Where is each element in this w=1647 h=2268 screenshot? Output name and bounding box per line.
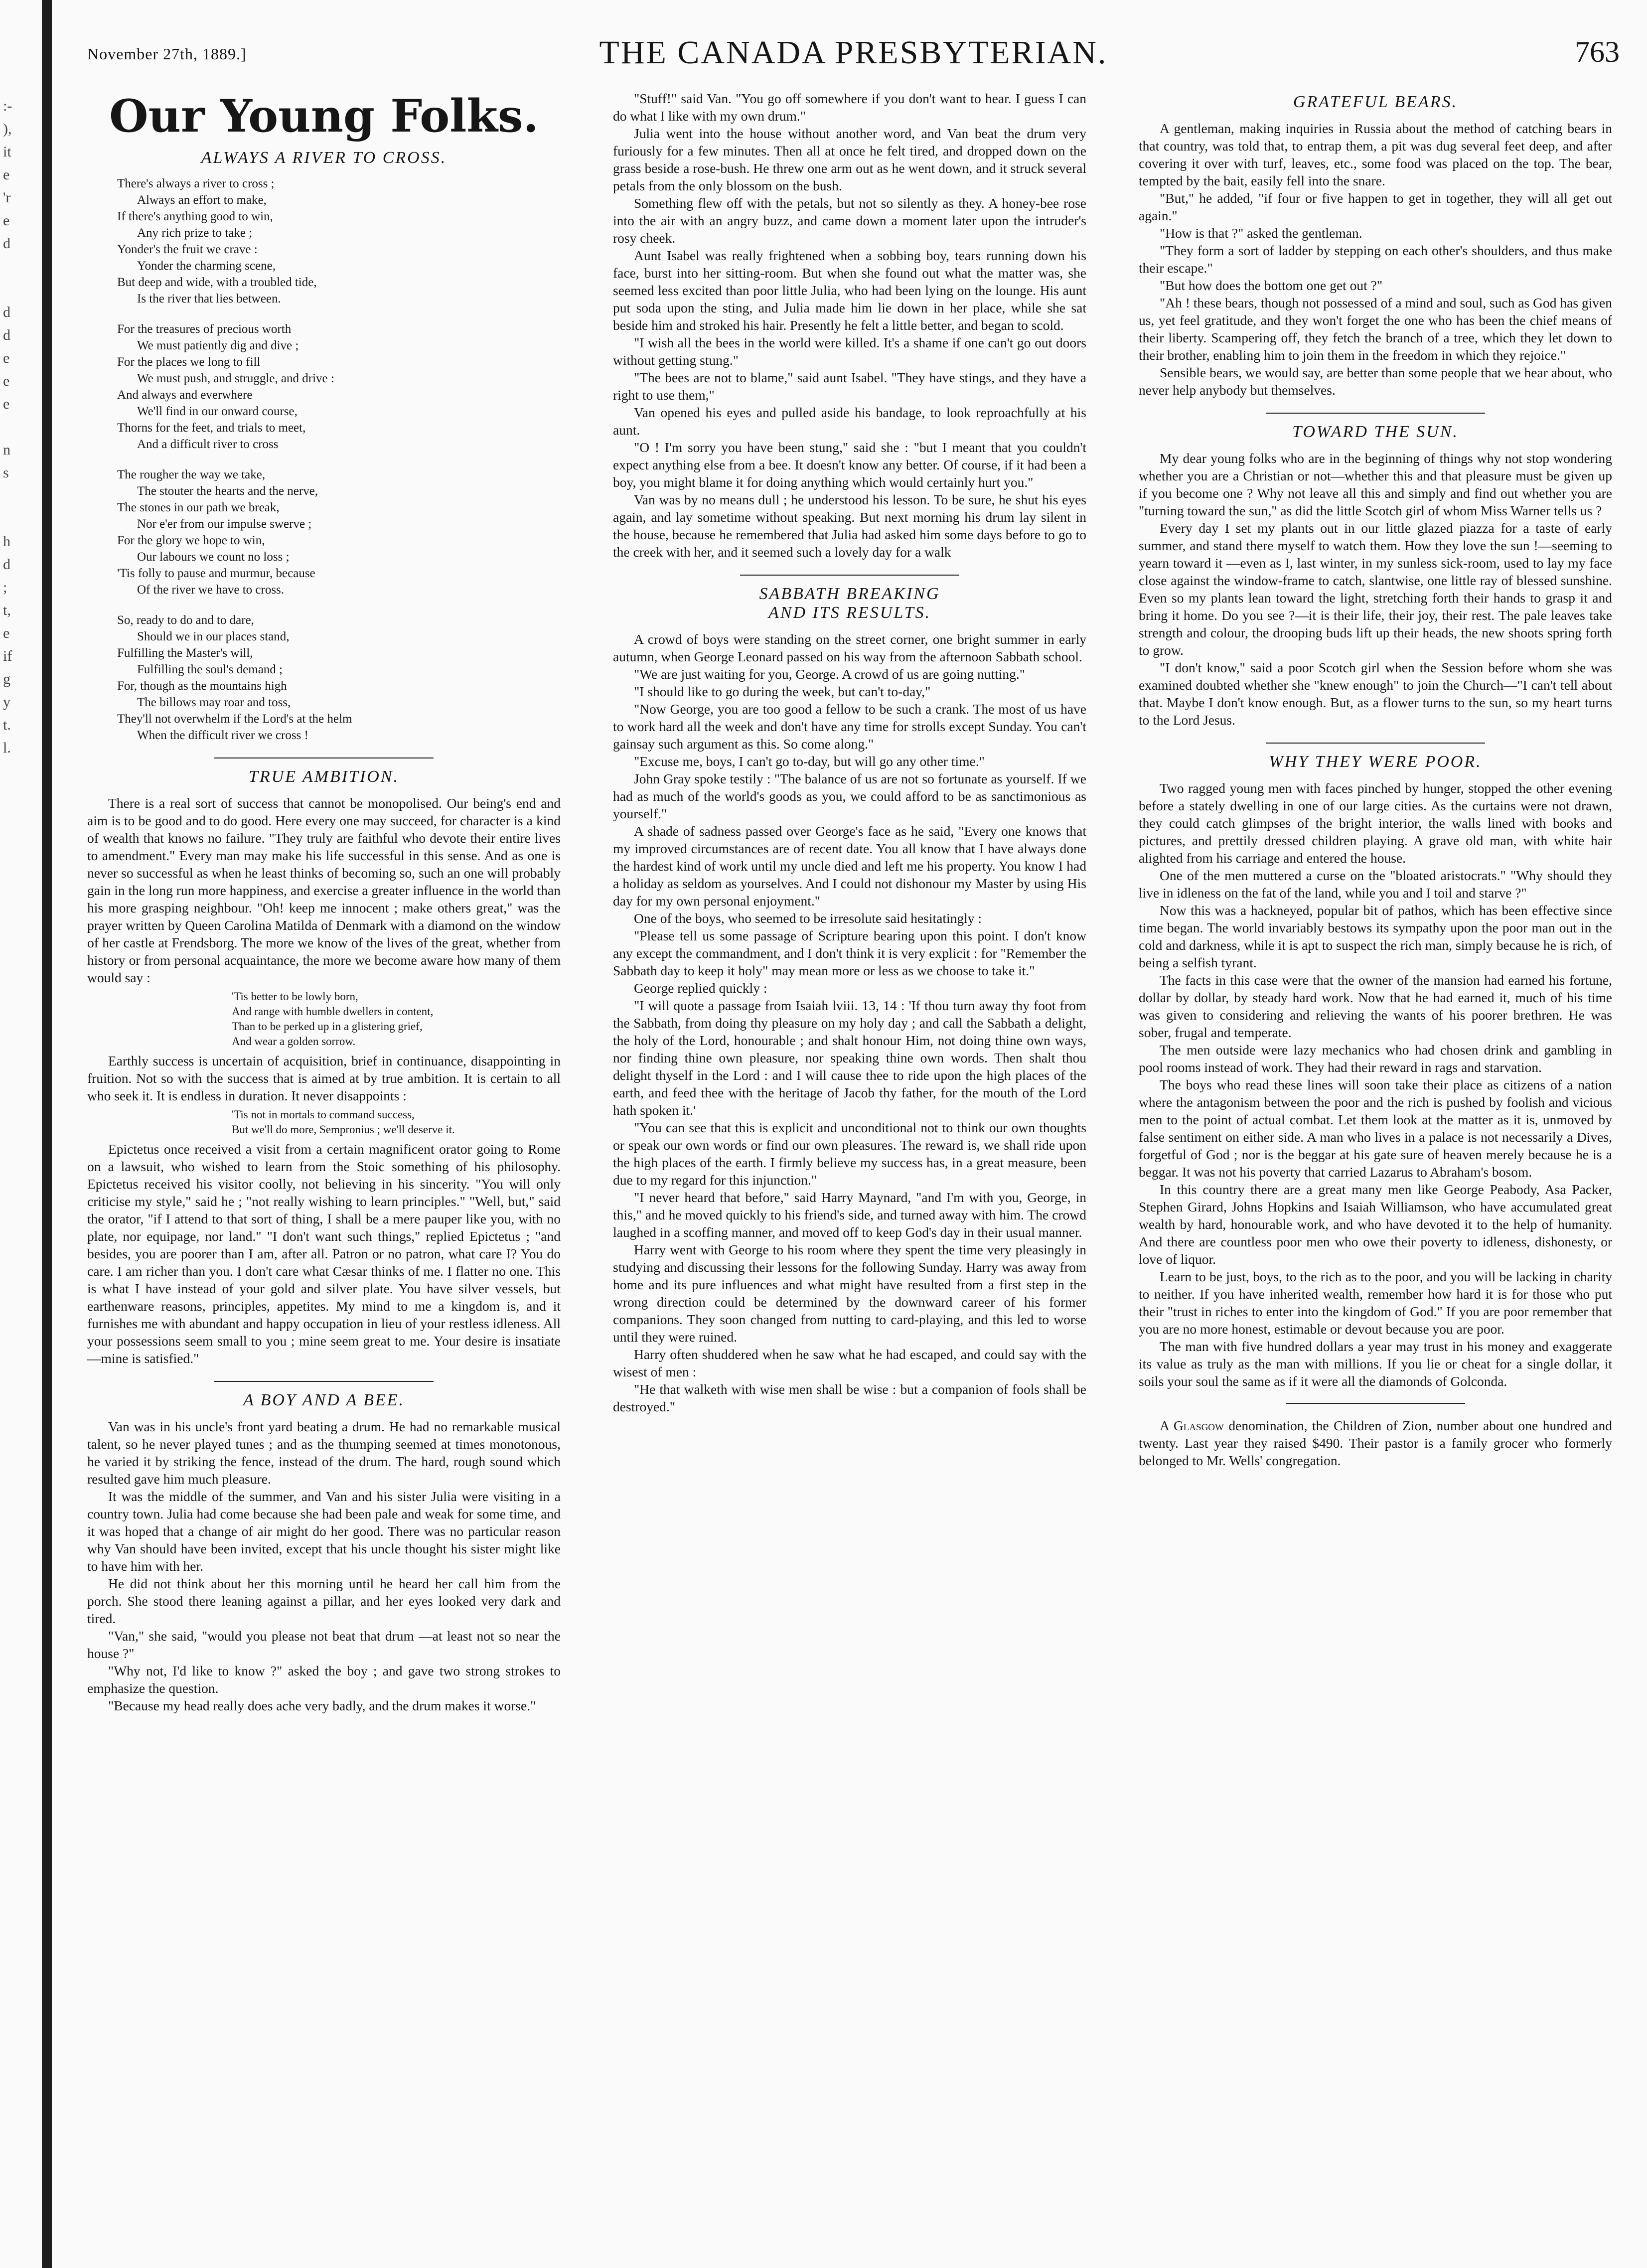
paragraph: George replied quickly : — [634, 980, 767, 996]
article-toward-the-sun — [1139, 413, 1612, 729]
poem-stanza — [117, 175, 561, 307]
article-title: ALWAYS A RIVER TO CROSS. — [201, 149, 447, 167]
header-title: THE CANADA PRESBYTERIAN. — [599, 34, 1108, 71]
poem-line: Yonder the charming scene, — [137, 259, 276, 273]
poem-line: The stouter the hearts and the nerve, — [137, 484, 318, 498]
verse-quote — [232, 1107, 561, 1137]
poem-line: When the difficult river we cross ! — [137, 729, 308, 742]
paragraph: "Excuse me, boys, I can't go to-day, but will go any other time." — [634, 754, 985, 769]
poem-stanza — [117, 612, 561, 744]
header-date: November 27th, 1889.] — [87, 45, 247, 63]
quote-line: But we'll do more, Sempronius ; we'll deserve it. — [232, 1123, 455, 1136]
paragraph: One of the men muttered a curse on the "bloated aristocrats." "Why should they live in idleness on the fat of the land, while you and I toil and starve ?" — [1139, 868, 1612, 901]
poem-line: For the glory we hope to win, — [117, 534, 265, 547]
article-title: TRUE AMBITION. — [214, 757, 434, 786]
column-1 — [87, 90, 561, 2253]
paragraph: Now this was a hackneyed, popular bit of pathos, which has been effective since time began. The world invariably bestows its sympathy upon the poor man out in the cold and darkness, while it is apt to suspect the rich man, simply because he is rich, of being a selfish tyrant. — [1139, 903, 1612, 970]
paragraph: "But how does the bottom one get out ?" — [1160, 278, 1383, 293]
paragraph: John Gray spoke testily : "The balance of us are not so fortunate as yourself. If we had as much of the world's goods as you, we could afford to be as sanctimonious as yourself." — [613, 771, 1086, 821]
poem-line: Should we in our places stand, — [137, 630, 290, 643]
poem-line: We must patiently dig and dive ; — [137, 339, 299, 352]
news-item-glasgow — [1139, 1417, 1612, 1469]
paragraph: "They form a sort of ladder by stepping on each other's shoulders, and thus make their escape." — [1139, 243, 1612, 276]
paragraph: "I wish all the bees in the world were killed. It's a shame if one can't go out doors without getting stung." — [613, 335, 1086, 368]
paragraph: "Please tell us some passage of Scripture bearing upon this point. I don't know any except the commandment, and I don't think it is very explicit : for "Remember the Sabbath day to keep it holy" may mean more or less as we choose to take it." — [613, 928, 1086, 978]
article-title: WHY THEY WERE POOR. — [1266, 743, 1485, 771]
poem-line: For the places we long to fill — [117, 355, 261, 369]
paragraph: "I never heard that before," said Harry Maynard, "and I'm with you, George, in this," and he moved quickly to his friend's side, and turned away with him. The crowd laughed in a scoffing manner, and moved off to keep God's day in their usual manner. — [613, 1190, 1086, 1240]
paragraph: "You can see that this is explicit and unconditional not to think our own thoughts or speak our own words or find our own pleasures. The reward is, we shall ride upon the high places of the earth. I firmly believe my success has, in a great measure, been due to my regard for this injunction." — [613, 1120, 1086, 1188]
poem-line: If there's anything good to win, — [117, 210, 273, 223]
verse-quote — [232, 989, 561, 1049]
article-title: GRATEFUL BEARS. — [1293, 93, 1458, 111]
paragraph: "I will quote a passage from Isaiah lviii. 13, 14 : 'If thou turn away thy foot from the Sabbath, from doing thy pleasure on my holy day ; and call the Sabbath a delight, the holy of the Lord, honourable ; and shalt honour Him, not doing thine own ways, nor finding thine own pleasure, nor speaking thine own words. Then shalt thou delight thyself in the Lord : and I will cause thee to ride upon the high places of the earth, and feed thee with the heritage of Jacob thy father, for the mouth of the Lord hath spoken it.' — [613, 998, 1086, 1118]
quote-line: And wear a golden sorrow. — [232, 1035, 356, 1048]
poem-line: Always an effort to make, — [137, 193, 267, 207]
paragraph: "The bees are not to blame," said aunt Isabel. "They have stings, and they have a right to use them," — [613, 370, 1086, 403]
paragraph: "O ! I'm sorry you have been stung," said she : "but I meant that you couldn't expect anything else from a bee. It doesn't know any better. Of course, if it had been a boy, you might blame it for doing anything which would certainly hurt you." — [613, 440, 1086, 490]
poem-line: Our labours we count no loss ; — [137, 550, 290, 564]
poem-line: The stones in our path we break, — [117, 501, 280, 514]
paragraph: A shade of sadness passed over George's face as he said, "Every one knows that my improved circumstances are of recent date. You all know that I have always done the hardest kind of work until my uncle died and left me his property. You know I had a holiday as seldom as yourselves. And I could not dishonour my Master by using His day for my own personal enjoyment." — [613, 823, 1086, 908]
poem-line: They'll not overwhelm if the Lord's at the helm — [117, 712, 352, 726]
poem-line: We must push, and struggle, and drive : — [137, 372, 334, 385]
article-boy-and-bee-continued — [613, 90, 1086, 561]
paragraph: The man with five hundred dollars a year may trust in his money and exaggerate its value as truly as the man with millions. If you lie or cheat for a single dollar, it soils your soul the same as if it were all the diamonds of Golconda. — [1139, 1339, 1612, 1389]
poem-line: Nor e'er from our impulse swerve ; — [137, 517, 312, 531]
quote-line: 'Tis not in mortals to command success, — [232, 1108, 415, 1121]
paragraph: Epictetus once received a visit from a certain magnificent orator going to Rome on a lawsuit, who wished to learn from the Stoic something of his philosophy. Epictetus received his visitor coolly, not believing in his sincerity. "You will only criticise my style," said he ; "not really wishing to learn principles." "Well, but," said the orator, "if I attend to that sort of thing, I shall be a mere pauper like you, with no plate, nor equipage, nor land." "I don't want such things," replied Epictetus ; "and besides, you are poorer than I am, after all. Patron or no patron, what care I? You do care. I am richer than you. I don't care what Cæsar thinks of me. I flatter no one. This is what I have instead of your gold and silver plate. You have silver vessels, but earthenware reasons, principles, appetites. My mind to me a kingdom is, and it furnishes me with abundant and happy occupation in lieu of your restless idleness. All your possessions seem small to you ; mine seem great to me. Your desire is insatiate—mine is satisfied." — [87, 1141, 561, 1366]
article-boy-and-bee — [87, 1381, 561, 1714]
article-title: A BOY AND A BEE. — [214, 1381, 434, 1410]
poem-line: 'Tis folly to pause and murmur, because — [117, 567, 315, 580]
paragraph: A gentleman, making inquiries in Russia about the method of catching bears in that country, was told that, to entrap them, a pit was dug several feet deep, and after covering it over with turf, leaves, etc., some food was placed on the top. The bear, tempted by the bait, easily fell into the snare. — [1139, 121, 1612, 188]
quote-line: And range with humble dwellers in content, — [232, 1005, 434, 1018]
paragraph: The men outside were lazy mechanics who had chosen drink and gambling in pool rooms instead of work. They had their reward in rags and starvation. — [1139, 1042, 1612, 1075]
poem-line: Fulfilling the soul's demand ; — [137, 663, 283, 676]
paragraph: "Now George, you are too good a fellow to be such a crank. The most of us have to work hard all the week and don't have any time for strolls except Sunday. You can't gainsay such argument as this. So come along." — [613, 701, 1086, 752]
divider — [1286, 1403, 1465, 1404]
paragraph: "We are just waiting for you, George. A crowd of us are going nutting." — [634, 666, 1025, 682]
paragraph: "How is that ?" asked the gentleman. — [1160, 225, 1362, 241]
poem-line: And always and everwhere — [117, 388, 253, 402]
paragraph: Sensible bears, we would say, are better than some people that we hear about, who never help anybody but themselves. — [1139, 365, 1612, 398]
paragraph: It was the middle of the summer, and Van and his sister Julia were visiting in a country town. Julia had come because she had been pale and weak for some time, and it was hoped that a change of air might do her good. There was no particular reason why Van should have been invited, except that his uncle thought his sister might like to have him with her. — [87, 1489, 561, 1574]
paragraph: One of the boys, who seemed to be irresolute said hesitatingly : — [634, 910, 982, 926]
paragraph: Earthly success is uncertain of acquisition, brief in continuance, disappointing in fruition. Not so with the success that is aimed at by true ambition. It is certain to all who seek it. It is endless in duration. It never disappoints : — [87, 1053, 561, 1103]
paragraph: Julia went into the house without another word, and Van beat the drum very furiously for a few minutes. Then all at once he felt tired, and dropped down on the grass beside a rose-bush. He threw one arm out as he went down, and it struck several petals from the only blossom on the bush. — [613, 126, 1086, 193]
article-river — [87, 149, 561, 744]
column-2 — [613, 90, 1086, 2253]
newspaper-page — [87, 30, 1620, 2258]
paragraph: "Why not, I'd like to know ?" asked the boy ; and gave two strong strokes to emphasize the question. — [87, 1663, 561, 1696]
paragraph: Something flew off with the petals, but not so silently as they. A honey-bee rose into the air with an angry buzz, and came down a moment later upon the intruder's rosy cheek. — [613, 195, 1086, 246]
paragraph: Every day I set my plants out in our little glazed piazza for a taste of early summer, and stand there myself to watch them. How they love the sun !—seeming to yearn toward it —even as I, last winter, in my sunless sick-room, used to lay my face close against the window-frame to catch, slantwise, one little ray of blessed sunshine. Even so my plants lean toward the light, stretching forth their hands to grasp it and bring it home. Do you see ?—it is their life, their joy, their rest. The pale leaves take strength and colour, the drooping buds lift up their heads, the new shoots spring forth to grow. — [1139, 520, 1612, 658]
paragraph: There is a real sort of success that cannot be monopolised. Our being's end and aim is to be good and to do good. Here every one may succeed, for character is a kind of wealth that knows no failure. "They truly are faithful who devote their entire lives to amendment." Every man may make his life successful in this sense. And as one is never so successful as when he least thinks of becoming so, such an one will probably gain in the long run more happiness, and exercise a greater influence in the world than his more grasping neighbour. "Oh! keep me innocent ; make others great," was the prayer written by Queen Carolina Matilda of Denmark with a diamond on the window of her castle at Frendsborg. The more we know of the lives of the great, whether from history or from personal acquaintance, the more we become aware how many of them would say : — [87, 795, 561, 985]
poem-line: Of the river we have to cross. — [137, 583, 285, 597]
poem-line: For, though as the mountains high — [117, 679, 287, 693]
paragraph: Two ragged young men with faces pinched by hunger, stopped the other evening before a stately dwelling in one of our large cities. As the curtains were not drawn, they could catch glimpses of the bright interior, the walls lined with books and pictures, and prettily dressed children playing. A grave old man, with white hair alighted from his carriage and entered the house. — [1139, 780, 1612, 866]
paragraph: My dear young folks who are in the beginning of things why not stop wondering whether you are a Christian or not—whether this and that pleasure must be given up if you become one ? Why not leave all this and simply and find out whether you are "turning toward the sun," as did the little Scotch girl of whom Miss Warner tells us ? — [1139, 451, 1612, 518]
poem-line: Yonder's the fruit we crave : — [117, 243, 258, 256]
page-header — [87, 30, 1620, 85]
paragraph: "Because my head really does ache very badly, and the drum makes it worse." — [108, 1698, 536, 1713]
paragraph: A crowd of boys were standing on the street corner, one bright summer in early autumn, when George Leonard passed on his way from the afternoon Sabbath school. — [613, 631, 1086, 664]
lead-in: A Glasgow — [1160, 1418, 1224, 1433]
paragraph: "I should like to go during the week, but can't to-day," — [634, 684, 931, 699]
paragraph: Aunt Isabel was really frightened when a sobbing boy, tears running down his face, burst into her sitting-room. But when she found out what the matter was, she seemed less excited than poor little Julia, who had been lying on the lounge. His aunt put soda upon the sting, and Julia made him lie down in her place, while she sat beside him and stroked his hair. Presently he felt a little better, and began to scold. — [613, 248, 1086, 333]
poem-stanza — [117, 321, 561, 453]
poem-line: Thorns for the feet, and trials to meet, — [117, 421, 306, 435]
paragraph: The boys who read these lines will soon take their place as citizens of a nation where the antagonism between the poor and the rich is pushed by foolish and vicious men to the point of actual combat. Let them look at the matter as it is, unmoved by false sentiment on either side. A man who lives in a palace is not necessarily a Dives, forgetful of God ; nor is the beggar at his gate sure of heaven merely because he is a beggar. It was not his poverty that carried Lazarus to Abraham's bosom. — [1139, 1077, 1612, 1180]
poem-line: And a difficult river to cross — [137, 438, 279, 451]
masthead-our-young-folks: Our Young Folks. — [109, 90, 539, 143]
paragraph: Van opened his eyes and pulled aside his bandage, to look reproachfully at his aunt. — [613, 405, 1086, 438]
article-grateful-bears — [1139, 93, 1612, 399]
article-true-ambition — [87, 757, 561, 1367]
poem-stanza — [117, 466, 561, 598]
poem-line: For the treasures of precious worth — [117, 322, 292, 336]
poem — [117, 175, 561, 744]
poem-line: Any rich prize to take ; — [137, 226, 253, 240]
margin-fragments: :- ), it e 'r e d d d e e e n s h d ; t, e if g y t. l. — [3, 98, 12, 756]
poem-line: We'll find in our onward course, — [137, 405, 298, 418]
paragraph: Van was by no means dull ; he understood his lesson. To be sure, he shut his eyes again, and lay sometime without speaking. But next morning his drum lay silent in the house, because he remembered that Julia had asked him some days before to go to the creek with her, and it seemed such a lovely day for a walk — [613, 492, 1086, 560]
article-title: SABBATH BREAKING AND ITS RESULTS. — [740, 575, 959, 622]
poem-line: The rougher the way we take, — [117, 468, 266, 481]
page-number: 763 — [1575, 35, 1620, 68]
paragraph: In this country there are a great many men like George Peabody, Asa Packer, Stephen Girard, Johns Hopkins and Isaiah Williamson, who have accumulated great wealth by hard, honourable work, and who have devoted it to the help of humanity. And there are countless poor men who owe their poverty to idleness, dishonesty, or love of liquor. — [1139, 1182, 1612, 1267]
poem-line: But deep and wide, with a troubled tide, — [117, 276, 317, 289]
paragraph — [1139, 1417, 1612, 1469]
paragraph: "He that walketh with wise men shall be wise : but a companion of fools shall be destroyed." — [613, 1381, 1086, 1414]
paragraph: He did not think about her this morning until he heard her call him from the porch. She stood there leaning against a pillar, and her eyes looked very dark and tired. — [87, 1576, 561, 1626]
paragraph: "Ah ! these bears, though not possessed of a mind and soul, such as God has given us, yet feel gratitude, and they won't forget the one who has been the chief means of their liberty. Scampering off, they fetch the branch of a tree, which they let down to their brother, enabling him to join them in the freedom in which they rejoice." — [1139, 295, 1612, 363]
poem-line: Is the river that lies between. — [137, 292, 281, 305]
paragraph: "I don't know," said a poor Scotch girl when the Session before whom she was examined doubted whether she "knew enough" to join the Church—"I can't tell about that. Maybe I don't know enough. But, as a flower turns to the sun, so my heart turns to the Lord Jesus. — [1139, 660, 1612, 728]
quote-line: Than to be perked up in a glistering grief, — [232, 1020, 423, 1033]
poem-line: Fulfilling the Master's will, — [117, 646, 253, 660]
paragraph-text: denomination, the Children of Zion, number about one hundred and twenty. Last year they raised $490. Their pastor is a family grocer who formerly belonged to Mr. Wells' congregation. — [1139, 1418, 1612, 1468]
paragraph: "Stuff!" said Van. "You go off somewhere if you don't want to hear. I guess I can do what I like with my own drum." — [613, 91, 1086, 124]
paragraph: The facts in this case were that the owner of the mansion had earned his fortune, dollar by dollar, by steady hard work. Now that he had earned it, much of his time was given to considering and relieving the wants of his poorer brethren. He was sober, frugal and temperate. — [1139, 972, 1612, 1040]
column-3 — [1139, 90, 1612, 2253]
paragraph: Harry went with George to his room where they spent the time very pleasingly in studying and discussing their lessons for the following Sunday. Harry was away from home and its pure influences and what might have resulted from a first step in the wrong direction could be determined by the downward career of his former companions. They soon changed from nutting to card-playing, and this led to worse until they were ruined. — [613, 1242, 1086, 1345]
article-why-they-were-poor — [1139, 743, 1612, 1390]
paragraph: "But," he added, "if four or five happen to get in together, they will all get out again." — [1139, 190, 1612, 223]
paragraph: Van was in his uncle's front yard beating a drum. He had no remarkable musical talent, so he never played tunes ; and as the thumping seemed at times monotonous, he varied it by striking the fence, instead of the drum. The hard, rough sound which resulted gave him much pleasure. — [87, 1419, 561, 1487]
paragraph: "Van," she said, "would you please not beat that drum —at least not so near the house ?" — [87, 1628, 561, 1661]
paragraph: Harry often shuddered when he saw what he had escaped, and could say with the wisest of men : — [613, 1347, 1086, 1379]
article-sabbath-breaking — [613, 575, 1086, 1415]
quote-line: 'Tis better to be lowly born, — [232, 990, 358, 1003]
poem-line: So, ready to do and to dare, — [117, 613, 254, 627]
paragraph: Learn to be just, boys, to the rich as to the poor, and you will be lacking in charity to neither. If you have inherited wealth, remember how hard it is for those who put their "trust in riches to enter into the kingdom of God." If you are poor remember that you are no more honest, estimable or devout because you are poor. — [1139, 1269, 1612, 1337]
article-title: TOWARD THE SUN. — [1266, 413, 1485, 442]
poem-line: There's always a river to cross ; — [117, 177, 275, 190]
poem-line: The billows may roar and toss, — [137, 696, 291, 709]
binding-rule — [42, 0, 52, 2268]
